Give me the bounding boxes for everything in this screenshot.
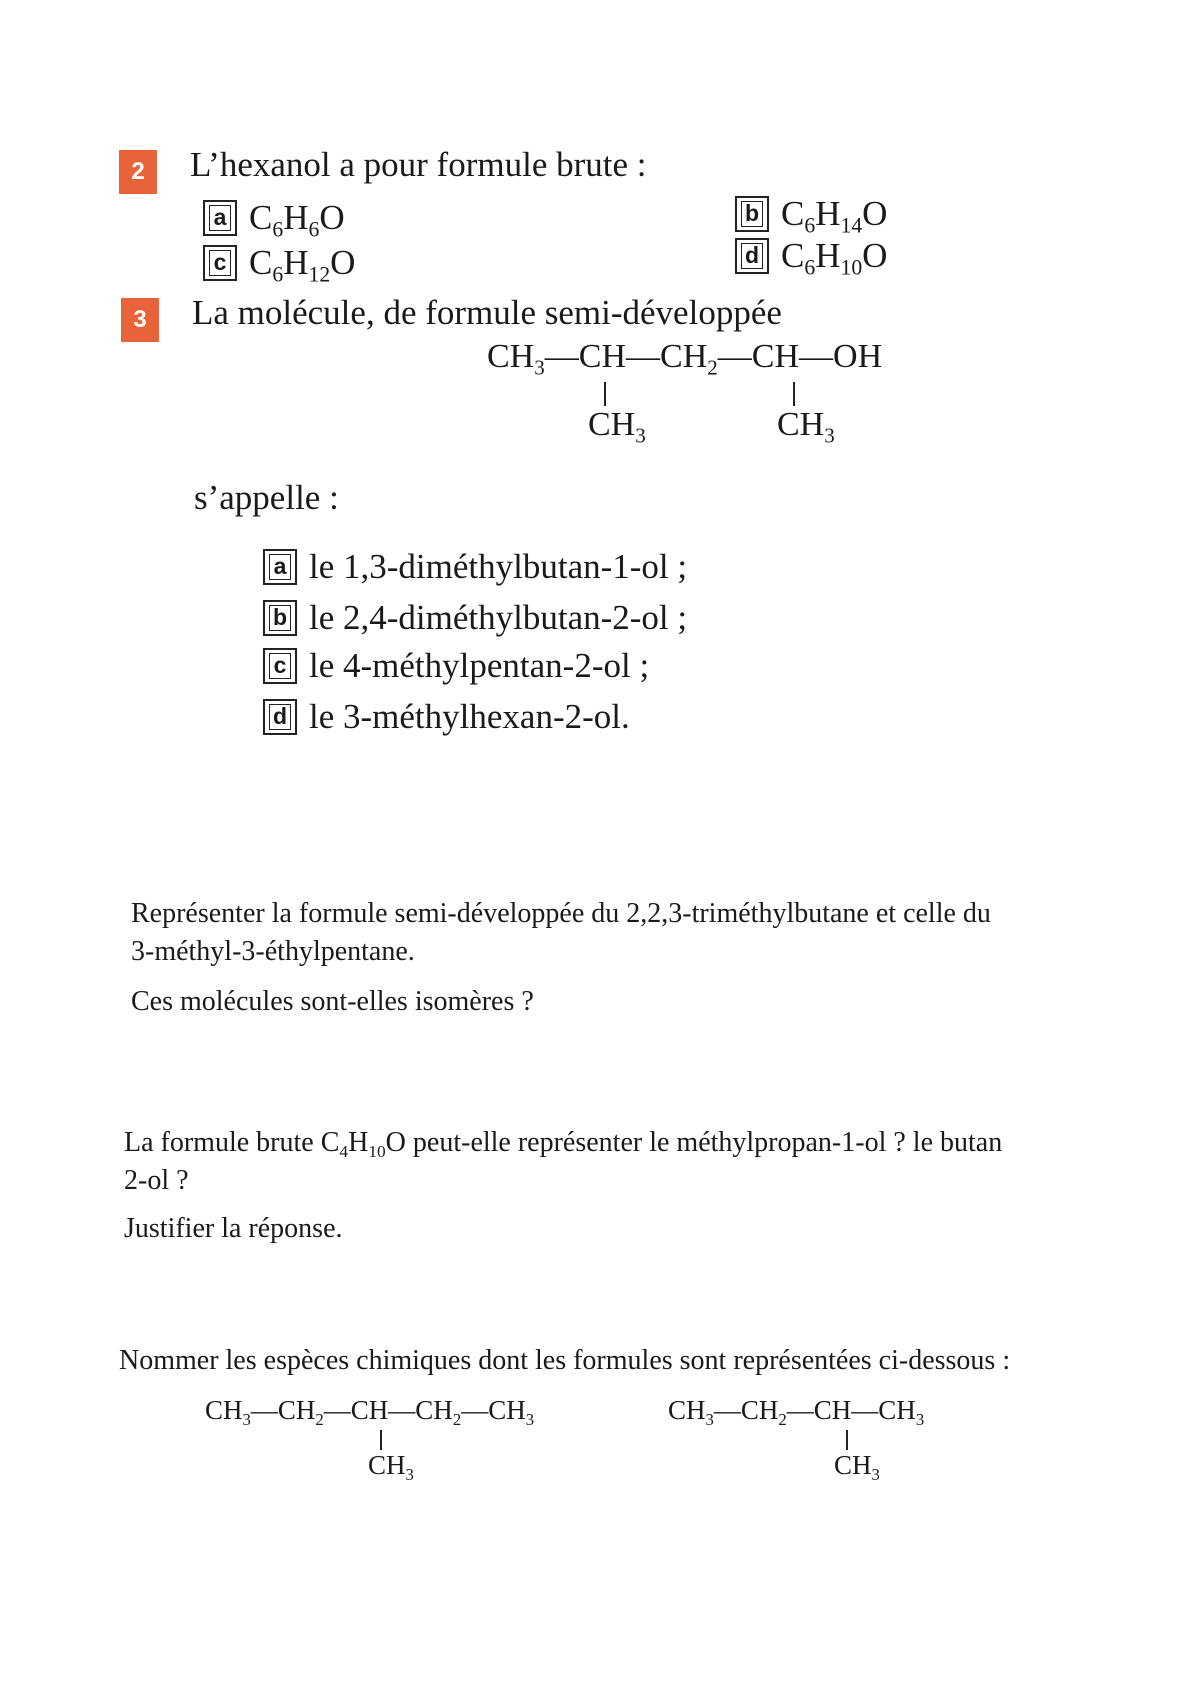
q2-option-c-formula: $C_6H_{12}O$ [249,243,356,287]
q3-option-d[interactable] [263,697,630,737]
option-c-checkbox[interactable]: c [263,648,297,684]
option-b-checkbox[interactable]: b [263,600,297,636]
q3-option-c[interactable] [263,646,649,686]
q3-bond-2 [793,382,795,406]
q2-option-b[interactable] [735,194,888,238]
ex-brute-formula: $C_4H_{10}O$ [320,1127,406,1162]
q2-option-d[interactable] [735,236,888,280]
question-2-badge: 2 [119,150,157,194]
ex-brute-line-1: La formule brute $C_4H_{10}O$ peut-elle représenter le méthylpropan-1-ol ? le butan [124,1127,1003,1162]
ex-repr-line-1: Représenter la formule semi-développée du 2,2,3-triméthylbutane et celle du [131,898,991,929]
q2-option-b-formula: $C_6H_{14}O$ [781,194,888,238]
ex-brute-line-3: Justifier la réponse. [124,1213,343,1244]
q3-formula-main-chain: $CH_3—CH—CH_2—CH—OH$ [487,338,883,380]
option-d-checkbox[interactable]: d [735,238,769,274]
option-b-checkbox[interactable]: b [735,196,769,232]
q3-option-b-text: le 2,4-diméthylbutan-2-ol ; [309,598,688,637]
q2-option-a-formula: $C_6H_6O$ [249,198,345,242]
q3-formula-branch-2: $CH_3$ [777,406,835,448]
option-c-checkbox[interactable]: c [203,245,237,281]
ex-brute-line-2: 2-ol ? [124,1165,189,1196]
option-a-checkbox[interactable]: a [203,200,237,236]
option-d-checkbox[interactable]: d [263,699,297,735]
q3-option-d-text: le 3-méthylhexan-2-ol. [309,697,630,736]
q3-bond-1 [604,382,606,406]
q2-option-c[interactable] [203,243,356,287]
nommer-formula-2-bond [846,1430,848,1450]
ex-repr-line-2: 3-méthyl-3-éthylpentane. [131,936,415,967]
nommer-formula-2-chain: $CH_3—CH_2—CH—CH_3$ [668,1395,925,1429]
q3-option-c-text: le 4-méthylpentan-2-ol ; [309,646,650,685]
question-3-text: La molécule, de formule semi-développée [192,293,782,332]
nommer-formula-1-bond [380,1430,382,1450]
q3-option-b[interactable] [263,598,687,638]
ex-repr-line-3: Ces molécules sont-elles isomères ? [131,986,534,1017]
q3-sappelle: s’appelle : [194,478,339,517]
nommer-formula-1-branch: $CH_3$ [368,1450,414,1484]
q3-option-a-text: le 1,3-diméthylbutan-1-ol ; [309,547,688,586]
q3-option-a[interactable] [263,547,687,587]
q2-option-d-formula: $C_6H_{10}O$ [781,236,888,280]
ex-nommer-instruction: Nommer les espèces chimiques dont les formules sont représentées ci-dessous : [119,1345,1011,1376]
nommer-formula-1-chain: $CH_3—CH_2—CH—CH_2—CH_3$ [205,1395,535,1429]
question-2-text: L’hexanol a pour formule brute : [190,145,647,184]
option-a-checkbox[interactable]: a [263,549,297,585]
nommer-formula-2-branch: $CH_3$ [834,1450,880,1484]
question-3-badge: 3 [121,298,159,342]
q3-formula-branch-1: $CH_3$ [588,406,646,448]
q2-option-a[interactable] [203,198,345,242]
